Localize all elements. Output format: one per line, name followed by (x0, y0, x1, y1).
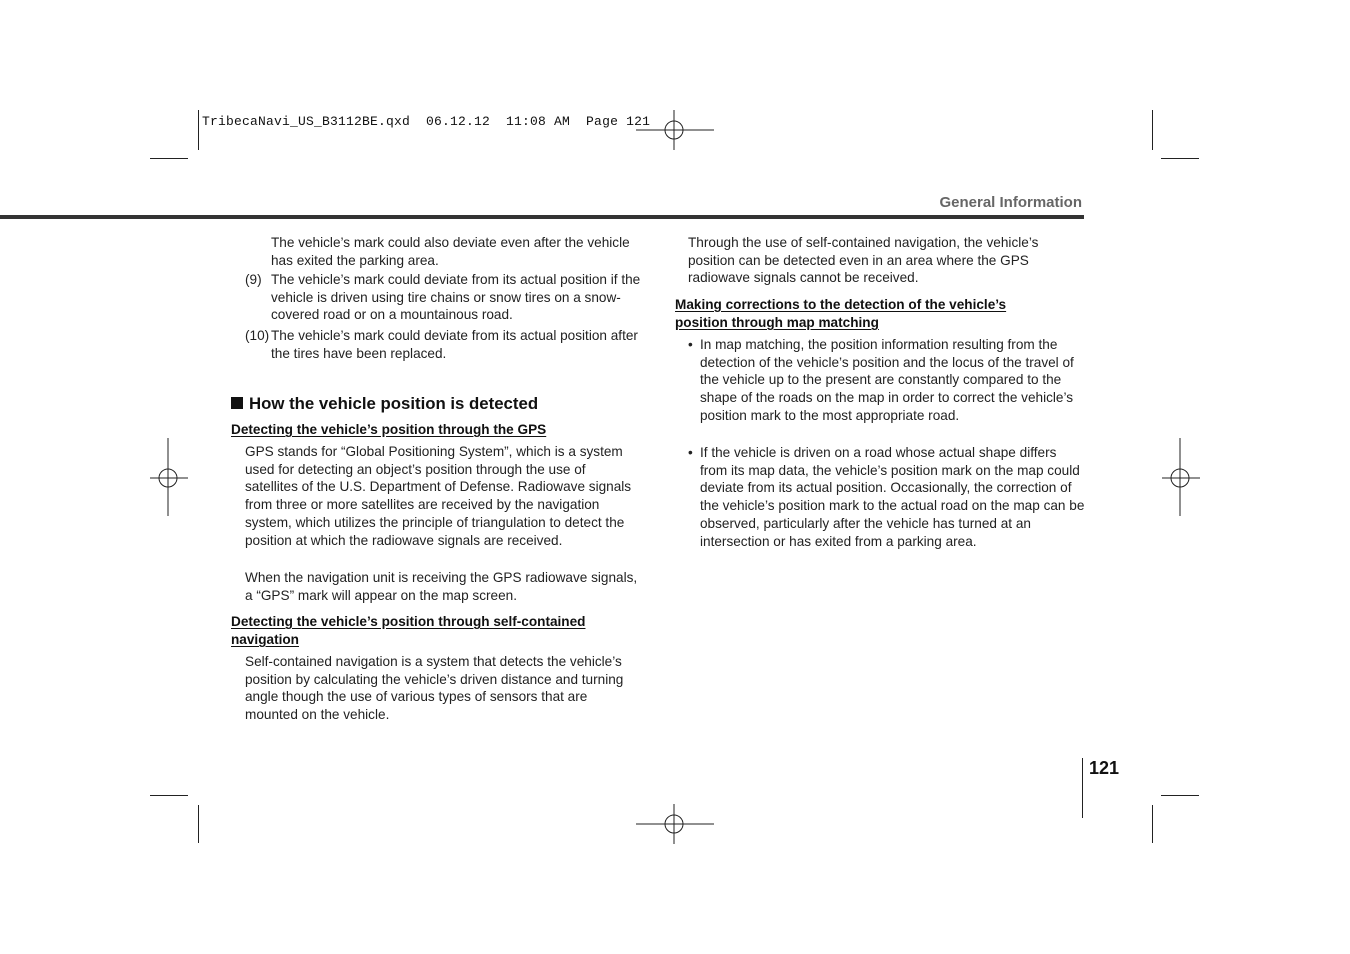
list-item-number: (10) (245, 328, 270, 343)
gps-paragraph: GPS stands for “Global Positioning System”, which is a system used for detecting an object’s position through the use of satellites of the U.S. Department of Defense. Radiowave signals from three or more satellites are received by the navigation system, which utilizes the principle of triangulation to detect the position at which the radiowave signals are received. (245, 444, 632, 548)
self-contained-paragraph: Self-contained navigation is a system that detects the vehicle’s position by calculating the vehicle’s driven distance and turning angle though the use of various types of sensors that are mounted on the vehicle. (245, 654, 624, 723)
crop-mark (198, 110, 199, 150)
header-rule (0, 215, 1084, 219)
page-number-rule (1082, 758, 1083, 818)
right-intro-text: Through the use of self-contained navigation, the vehicle’s position can be detected even in an area where the GPS radiowave signals cannot be received. (688, 235, 1039, 286)
list-item-number: (9) (245, 272, 262, 287)
crop-mark (1161, 158, 1199, 159)
crop-mark (150, 158, 188, 159)
list-item-text: The vehicle’s mark could deviate from its actual position if the vehicle is driven using tire chains or snow tires on a snow-covered road or on a mountainous road. (271, 272, 641, 323)
registration-mark-icon (1142, 438, 1220, 516)
left-intro-text: The vehicle’s mark could also deviate even after the vehicle has exited the parking area. (271, 235, 630, 268)
crop-mark (150, 795, 188, 796)
self-contained-subheading: Detecting the vehicle’s position through self-contained navigation (231, 614, 586, 647)
file-slug: TribecaNavi_US_B3112BE.qxd 06.12.12 11:08 AM Page 121 (202, 114, 651, 129)
section-heading (231, 394, 538, 414)
registration-mark-icon (636, 786, 714, 864)
square-bullet-icon (231, 397, 243, 409)
bullet-text: In map matching, the position information resulting from the detection of the vehicle’s position and the locus of the travel of the vehicle up to the present are constantly compared to the shape of the roads on the map in order to correct the vehicle’s position mark to the most appropriate road. (700, 337, 1074, 423)
bullet-text: If the vehicle is driven on a road whose actual shape differs from its map data, the vehicle’s position mark on the map could deviate from its actual position. Occasionally, the correction of the vehicle’s position mark to the actual road on the map can be observed, particularly after the vehicle has turned at an intersection or has exited from a parking area. (700, 445, 1085, 549)
crop-mark (1161, 795, 1199, 796)
gps-paragraph: When the navigation unit is receiving the GPS radiowave signals, a “GPS” mark will appear on the map screen. (245, 570, 638, 603)
bullet-dot: • (688, 337, 693, 352)
section-header: General Information (939, 194, 1082, 211)
bullet-dot: • (688, 445, 693, 460)
crop-mark (1152, 110, 1153, 150)
list-item-text: The vehicle’s mark could deviate from its actual position after the tires have been replaced. (271, 328, 638, 361)
section-heading-text: How the vehicle position is detected (249, 394, 539, 413)
gps-subheading: Detecting the vehicle’s position through the GPS (231, 422, 547, 437)
page-number: 121 (1089, 758, 1120, 778)
crop-mark (198, 805, 199, 843)
registration-mark-icon (636, 92, 714, 170)
registration-mark-icon (130, 438, 208, 516)
crop-mark (1152, 805, 1153, 843)
map-matching-subheading: Making corrections to the detection of the vehicle’s position through map matching (675, 297, 1007, 330)
